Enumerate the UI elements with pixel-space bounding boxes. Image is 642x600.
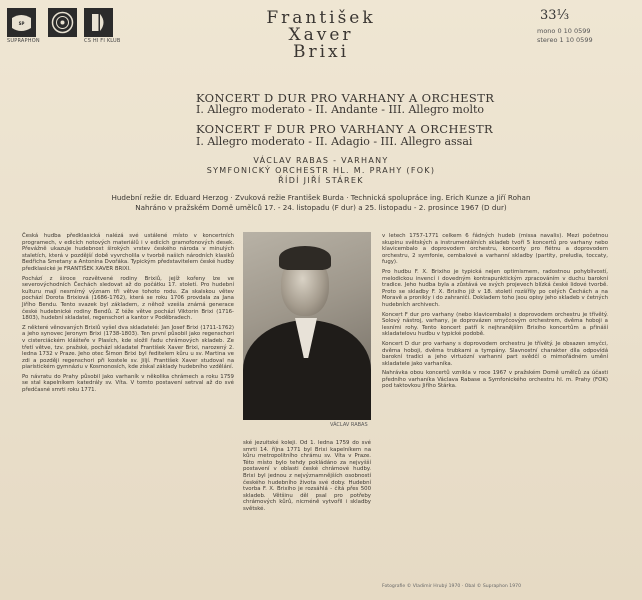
notes-left-paragraph: Po návratu do Prahy působil jako varhaník v několika chrámech a roku 1759 se stal kapelníkem katedrály sv. Víta. V tomto postavení setrval až do své předčasné smrti roku 1771. — [22, 373, 234, 394]
hifi-club-label: CS HI FI KLUB — [84, 38, 121, 44]
performer-conductor: ŘÍDÍ JIŘÍ STÁREK — [278, 176, 364, 185]
record-speed: 33⅓ — [540, 8, 570, 23]
credits-production: Hudební režie dr. Eduard Herzog · Zvuková režie František Burda · Technická spolupráce ing. Erich Kunze a Jiří Rohan — [111, 193, 531, 202]
notes-right-paragraph: Koncert D dur pro varhany s doprovodem orchestru je třívětý. Je obsazen smyčci, dvěma hoboji, dvěma trubkami a tympány. Slavnostní charakter díla odpovídá barokní tradici a jeho virtuózní varhanní part svědčí o mimořádném umění skladatele jako varhaníka. — [382, 340, 608, 367]
notes-right-paragraph: Pro hudbu F. X. Brixiho je typická nejen optimismem, radostnou pohyblivostí, melodickou invencí i dovedným kontrapunktickým zpracováním v duchu barokní tradice. Jeho hudba byla a zůstává ve svých projevech blízká české lidové tvorbě. Proto se skladby F. X. Brixiho již v 18. století rozšířily po celých Čechách a na Moravě a pronikly i do zahraničí. Dokladem toho jsou opisy jeho skladeb v četných hudebních archivech. — [382, 268, 608, 308]
notes-right-paragraph: Koncert F dur pro varhany (nebo klavicembalo) s doprovodem orchestru je třívětý. Solový nástroj, varhany, je doprovázen smyčcovým orchestrem, dvěma hoboji a lesními rohy. Tento koncert patří k nejhranějším Brixiho koncertům a přináší skladatelovu hudbu v typické podobě. — [382, 311, 608, 338]
notes-right-paragraph: v letech 1757-1771 celkem 6 řádných hudeb (missa navalis). Mezi početnou skupinu světských a instrumentálních skladeb tvoří 5 koncertů pro varhany nebo klavicembalo a doprovodem orchestru, koncerty pro flétnu a doprovodem orchestru, 2 symfonie, cembalové a varhanní skladby (partity, preludia, toccaty, fugy). — [382, 233, 608, 266]
catalog-stereo: stereo 1 10 0599 — [537, 36, 593, 44]
credits-recording: Nahráno v pražském Domě umělců 17. - 24. listopadu (F dur) a 25. listopadu - 2. prosince 1967 (D dur) — [135, 203, 507, 212]
composer-first-name: František — [266, 8, 376, 28]
concert-2-movements: I. Allegro moderato - II. Adagio - III. Allegro assai — [196, 135, 473, 148]
concert-2-title: KONCERT F DUR PRO VARHANY A ORCHESTR — [196, 122, 494, 136]
notes-left-paragraph: Pochází z široce rozvětvené rodiny Brixiů, jejíž kořeny lze ve severovýchodních Čechách sledovat až do počátku 17. století. Pro hudební kulturu mají nesmírný význam tři větve tohoto rodu. Za skalskou větev pochází Dorota Brixiová (1686-1762), která se roku 1706 provdala za Jana Jiřího Bendu. Tento svazek byl základem, z něhož vzešla známá generace české hudebnické rodiny Bendů. Z téže větve pochází Viktorin Brixi (1716-1803), hudební skladatel, regenschori a kantor v Poděbradech. — [22, 275, 234, 322]
performer-organ: VÁCLAV RABAS - VARHANY — [253, 156, 389, 165]
copyright-footer: Fotografie © Vladimír Hrubý 1970 · Obal © Supraphon 1970 — [382, 584, 521, 589]
organist-portrait-photo — [243, 232, 371, 420]
concert-1-movements: I. Allegro moderato - II. Andante - III. Allegro molto — [196, 103, 485, 116]
notes-right-paragraph: Nahrávka obou koncertů vznikla v roce 1967 v pražském Domě umělců za účasti předního varhaníka Václava Rabase a Symfonického orchestru hl. m. Prahy (FOK) pod taktovkou Jiřího Stárka. — [382, 370, 608, 390]
composer-surname: Brixi — [292, 42, 350, 62]
notes-middle-paragraph: ské jezuitské koleji. Od 1. ledna 1759 do své smrti 14. října 1771 byl Brixi kapelníkem na kůru metropolitního chrámu sv. Víta v Praze. Této místo bylo tehdy pokládáno za nejvyšší postavení v oblasti české chrámové hudby. Brixi byl jednou z nejvýznamnějších osobností českého hudebního života své doby. Hudební tvorba F. X. Brixiho je rozsáhlá - čítá přes 500 skladeb. Většinu děl psal pro potřeby chrámových kůrů, nicméně vytvořil i skladby světské. — [243, 440, 371, 512]
liner-notes-right — [382, 233, 608, 393]
liner-notes-middle — [243, 440, 371, 516]
catalog-mono: mono 0 10 0599 — [537, 27, 591, 35]
notes-left-paragraph: Česká hudba předklasická nalézá své ustálené místo v koncertních programech, v edicích notových materiálů i v edicích gramofonových desek. Převážně ukazuje hudebnost širokých vrstev českého národa v minulých staletích, která v pozdější době vyvrcholila v tvorbě našich národních klasiků Bedřicha Smetany a Antonína Dvořáka. Typickým představitelem české hudby předklasické je FRANTIŠEK XAVER BRIXI. — [22, 233, 234, 272]
liner-notes-left — [22, 233, 234, 397]
concert-1-title: KONCERT D DUR PRO VARHANY A ORCHESTR — [196, 91, 495, 105]
supraphon-label: SUPRAPHON — [7, 38, 40, 44]
photo-caption: VÁCLAV RABAS — [330, 422, 368, 428]
performer-orchestra: SYMFONICKÝ ORCHESTR HL. M. PRAHY (FOK) — [206, 166, 436, 175]
composer-middle-name: Xaver — [288, 25, 354, 45]
svg-text:SP: SP — [18, 21, 25, 26]
notes-left-paragraph: Z některé věnovaných Brixiů vyšel dva skladatelé: Jan Josef Brixi (1711-1762) a jeho synovec Jeronym Brixi (1738-1803). Ten první působil jako regenschori v cisterciáckém klášteře v Plasích, kde složil řadu chrámových skladeb. Ze třetí větve, tzv. pražské, pochází skladatel František Xaver Brixi, narozený 2. ledna 1732 v Praze. Jeho otec Šimon Brixi byl ředitelem kůru u sv. Martina ve zdi a později regenschori při kostele sv. Jiljí. František Xaver studoval na piaristickém gymnáziu v Kosmonosích, kde získal základy hudebního vzdělání. — [22, 324, 234, 371]
